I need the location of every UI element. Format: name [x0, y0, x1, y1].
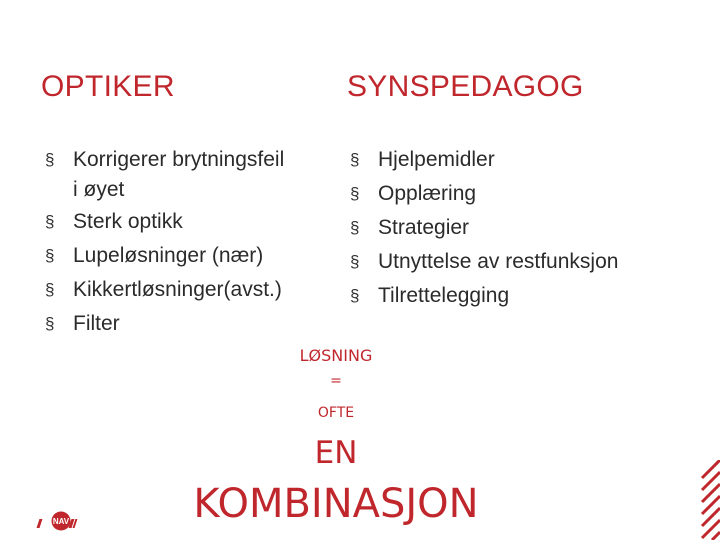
optiker-list [45, 143, 335, 341]
bullet-icon: § [45, 150, 55, 169]
list-item-text: Opplæring [378, 182, 477, 205]
bullet-icon: § [45, 246, 55, 265]
losning-text: LØSNING [299, 346, 373, 365]
list-item-text: Sterk optikk [73, 210, 183, 233]
list-item-text: Filter [73, 312, 120, 335]
list-item [45, 143, 335, 205]
ofte-text: OFTE [317, 405, 355, 421]
bullet-icon: § [45, 314, 55, 333]
bullet-icon: § [45, 280, 55, 299]
bullet-icon: § [350, 252, 360, 271]
list-item [45, 239, 335, 273]
list-item-text-continuation: i øyet [73, 178, 125, 201]
list-item [45, 205, 335, 239]
list-item-text: Kikkertløsninger(avst.) [73, 278, 282, 301]
list-item-text: Tilrettelegging [378, 284, 510, 307]
list-item-text: Hjelpemidler [378, 148, 495, 171]
kombinasjon-text: KOMBINASJON [193, 481, 479, 527]
bullet-icon: § [350, 218, 360, 237]
list-item [350, 177, 680, 211]
list-item [350, 279, 680, 313]
synspedagog-list [350, 143, 680, 313]
bullet-icon: § [350, 286, 360, 305]
list-item-text: Korrigerer brytningsfeil [73, 148, 285, 171]
corner-stripes-decoration [696, 460, 720, 540]
equals-sign: = [330, 373, 342, 389]
optiker-heading: OPTIKER [41, 70, 175, 103]
list-item [350, 143, 680, 177]
list-item-text: Utnyttelse av restfunksjon [378, 250, 619, 273]
bullet-icon: § [350, 150, 360, 169]
list-item [45, 307, 335, 341]
logo-text: NAV [52, 517, 70, 526]
bullet-icon: § [45, 212, 55, 231]
list-item-text: Strategier [378, 216, 470, 239]
list-item-text: Lupeløsninger (nær) [73, 244, 264, 267]
list-item [45, 273, 335, 307]
en-text: EN [314, 435, 358, 471]
bullet-icon: § [350, 184, 360, 203]
list-item [350, 211, 680, 245]
list-item [350, 245, 680, 279]
synspedagog-heading: SYNSPEDAGOG [347, 70, 584, 103]
nav-logo-icon [36, 505, 80, 531]
